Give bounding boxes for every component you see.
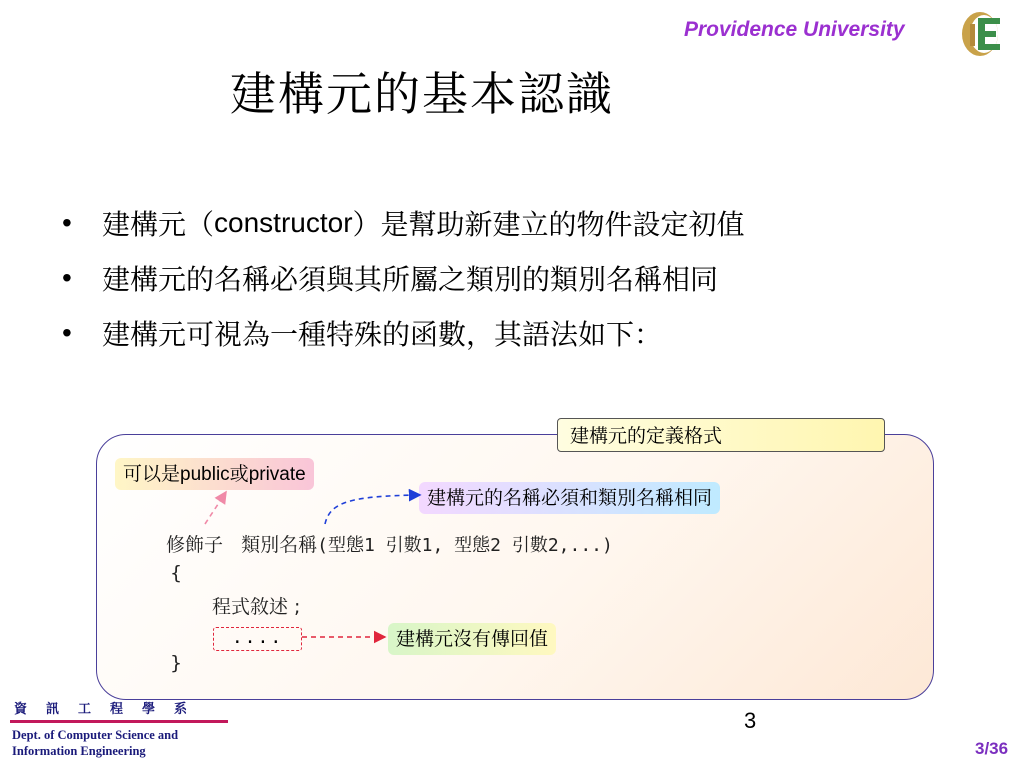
bullet-symbol: • (62, 316, 72, 348)
bullet-symbol: • (62, 261, 72, 293)
bullet-text: 建構元的名稱必須與其所屬之類別的類別名稱相同 (102, 262, 719, 296)
return-note: 建構元沒有傳回值 (388, 623, 556, 655)
bullet-text-suffix: ）是幫助新建立的物件設定初值 (352, 207, 745, 241)
slide-title: 建構元的基本認識 (230, 67, 614, 121)
arrow-to-name-note (325, 495, 420, 524)
footer-divider (10, 720, 228, 723)
bullet-text-latin: constructor (214, 206, 353, 238)
page-number: 3 (744, 708, 757, 733)
footer-dept-chinese: 資訊工程學系 (14, 702, 207, 717)
bullet-symbol: • (62, 206, 72, 238)
modifier-note-zh2: 或 (229, 463, 249, 485)
modifier-note-private: private (248, 464, 306, 485)
code-params: (型態1 引數1, 型態2 引數2,...) (317, 535, 613, 556)
modifier-note-zh1: 可以是 (123, 463, 181, 485)
university-name: Providence University (684, 18, 905, 41)
footer-dept-en-line1: Dept. of Computer Science and (12, 728, 179, 742)
bullet-text-prefix: 建構元（ (102, 207, 215, 241)
code-statement: 程式敘述 ; (212, 596, 301, 618)
footer-dept-english (12, 727, 178, 759)
code-open-brace: { (170, 562, 183, 584)
modifier-note-public: public (180, 464, 230, 485)
page-count: 3/36 (975, 739, 1009, 758)
code-modifier-classname: 修飾子 類別名稱 (166, 534, 318, 556)
footer-dept-en-line2: Information Engineering (12, 744, 146, 758)
code-ellipsis-box: .... (213, 627, 302, 651)
name-note: 建構元的名稱必須和類別名稱相同 (419, 482, 720, 514)
code-close-brace: } (170, 652, 183, 674)
arrow-to-modifier-note (205, 492, 226, 524)
definition-label: 建構元的定義格式 (557, 418, 885, 452)
bullet-text: 建構元可視為一種特殊的函數，其語法如下： (102, 317, 663, 351)
